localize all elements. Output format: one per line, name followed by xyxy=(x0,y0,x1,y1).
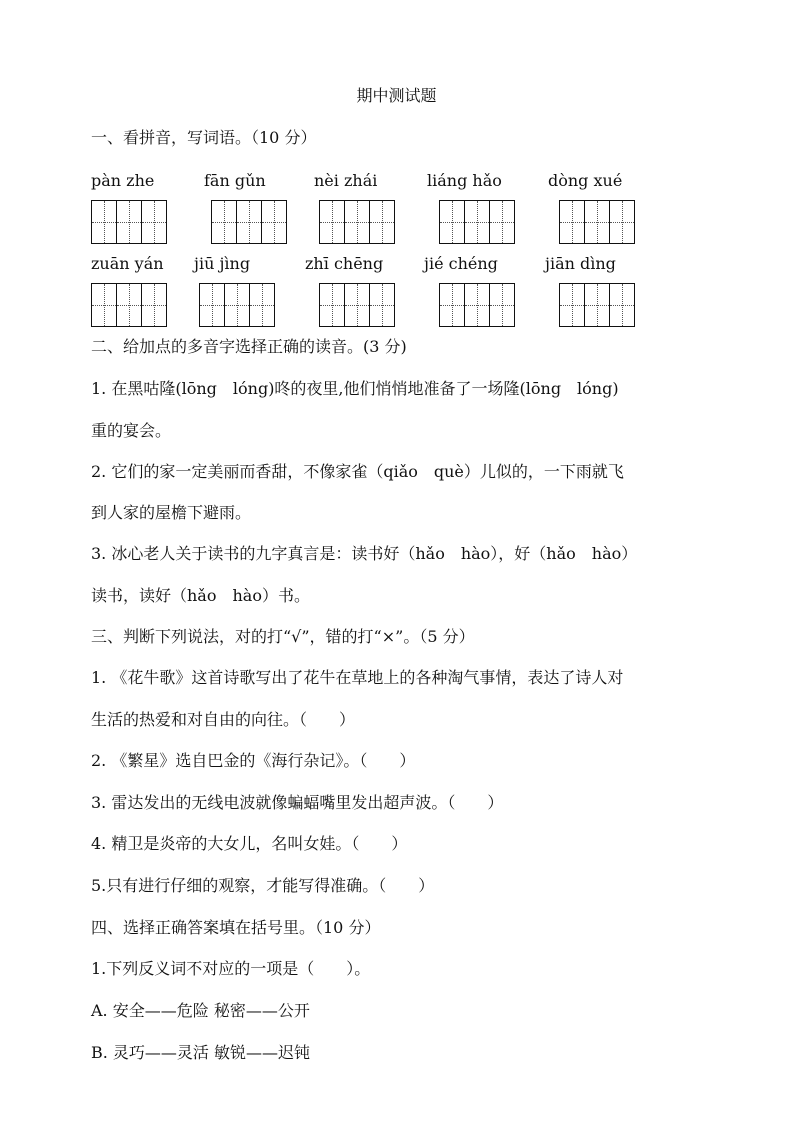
question-text: 1. 《花牛歌》这首诗歌写出了花牛在草地上的各种淘气事情，表达了诗人对 xyxy=(91,668,624,687)
option-b: B. 灵巧——灵活 敏锐——迟钝 xyxy=(91,1043,311,1062)
section2-heading: 二、给加点的多音字选择正确的读音。(3 分) xyxy=(91,337,407,356)
answer-box[interactable] xyxy=(199,283,275,327)
pinyin-row-1 xyxy=(0,170,793,192)
question-text: 3. 雷达发出的无线电波就像蝙蝠嘴里发出超声波。（ ） xyxy=(91,793,504,812)
question-text: 2. 它们的家一定美丽而香甜，不像家雀（qiǎo què）儿似的，一下雨就飞 xyxy=(91,462,624,481)
question-text: 3. 冰心老人关于读书的九字真言是：读书好（hǎo hào），好（hǎo hào） xyxy=(91,544,638,563)
answer-box[interactable] xyxy=(319,200,395,244)
question-text: 4. 精卫是炎帝的大女儿，名叫女娃。（ ） xyxy=(91,834,408,853)
pinyin-item: liáng hǎo xyxy=(427,171,502,190)
pinyin-item: pàn zhe xyxy=(91,171,155,190)
answer-box[interactable] xyxy=(559,283,635,327)
question-text: 读书，读好（hǎo hào）书。 xyxy=(91,586,310,605)
question-text: 到人家的屋檐下避雨。 xyxy=(91,503,252,522)
answer-box[interactable] xyxy=(559,200,635,244)
writing-grid-row-2 xyxy=(0,283,793,327)
section4-heading: 四、选择正确答案填在括号里。（10 分） xyxy=(91,918,381,937)
answer-box[interactable] xyxy=(439,283,515,327)
question-text: 1. 在黑咕隆(lōng lóng)咚的夜里,他们悄悄地准备了一场隆(lōng lóng) xyxy=(91,379,619,398)
answer-box[interactable] xyxy=(91,200,167,244)
writing-grid-row-1 xyxy=(0,200,793,244)
pinyin-item: jiān dìng xyxy=(545,254,616,273)
pinyin-item: nèi zhái xyxy=(314,171,378,190)
question-text: 2. 《繁星》选自巴金的《海行杂记》。（ ） xyxy=(91,751,416,770)
pinyin-item: jié chéng xyxy=(424,254,498,273)
question-text: 5.只有进行仔细的观察，才能写得准确。（ ） xyxy=(91,876,435,895)
pinyin-item: zhī chēng xyxy=(305,254,384,273)
question-text: 重的宴会。 xyxy=(91,421,172,440)
section3-heading: 三、判断下列说法，对的打“√”，错的打“×”。（5 分） xyxy=(91,627,475,646)
pinyin-item: dòng xué xyxy=(548,171,623,190)
option-a: A. 安全——危险 秘密——公开 xyxy=(91,1001,310,1020)
question-text: 生活的热爱和对自由的向往。（ ） xyxy=(91,710,356,729)
pinyin-item: jiū jìng xyxy=(194,254,251,273)
pinyin-row-2 xyxy=(0,253,793,275)
pinyin-item: zuān yán xyxy=(91,254,164,273)
question-text: 1.下列反义词不对应的一项是（ ）。 xyxy=(91,959,371,978)
page-title: 期中测试题 xyxy=(356,86,437,105)
answer-box[interactable] xyxy=(91,283,167,327)
pinyin-item: fān gǔn xyxy=(204,171,266,190)
section1-heading: 一、看拼音，写词语。（10 分） xyxy=(91,128,317,147)
answer-box[interactable] xyxy=(211,200,287,244)
answer-box[interactable] xyxy=(439,200,515,244)
answer-box[interactable] xyxy=(319,283,395,327)
